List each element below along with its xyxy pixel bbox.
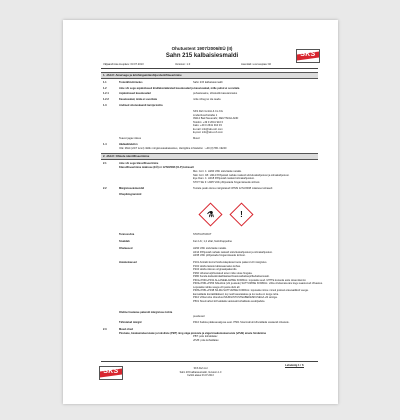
r21-label: Aine või segu klassifitseerimine [119,162,159,165]
pictograms-label: Ohupiktogrammid [119,193,142,196]
exclamation-pictogram-icon: ! [229,202,253,226]
supplier-line: 09112 Bad Neuenahr, DEUTSCHLAND [193,117,239,120]
classification-line: Eye Dam. 1: H318 Põhjustab raskeid silmakahjustusi. [193,177,255,180]
hazard-line: H335 Võib põhjustada hingamisteede ärritust. [193,254,246,257]
r22-value: Tootele peab olema märgistatud CPMS 1272/2008 määruse kohaselt [193,187,273,190]
precaution-line: Eemaldada kontaktläätsed, kui neid kasutatakse ja kui seda on kerge teha. [193,292,279,296]
footer-divider [101,361,318,362]
document-title: Ohutustent 1907/2006/EÜ (II) [171,46,233,51]
r13-label: Andmed ohutuskaardi tarnija kohta [119,104,163,107]
r23-label: Muud ohud [119,328,133,331]
precaution-line: P260 Udu/auru/pihustatud ainet mitte sisse hingata. [193,271,253,275]
classification-line: STOT SE 3: H335 Võib põhjustada hingamisteede ärritust. [193,180,261,184]
r23-value: Püsivate, bioakumuleeruvate ja toksiliste (PBT) ning väga püsivate ja väga bioakumuleeruvate (vPvB) ainete hindamine [119,331,267,335]
precaution-line: P280 Kanda kaitsekindaid/kaitserõivastust/kaitseprille/kaitsemaski. [193,275,270,278]
supplier-line: E-post: info@sks-reh.com [193,131,223,134]
r122-value: mitte ühtegi ei ole teada [193,98,221,101]
classification-line: Skin Corr. 1B: H314 Põhjustab nahale raskeid söövituskahjustusi ja silmakahjustusi. [193,173,290,177]
supplier-line: Lindenbuschstraße 1 [193,113,218,117]
section-1-heading: 1. JAGU: Aine/segu ja äriühingu/ettevõtja identifitseerimine [101,72,318,79]
danger-value: Fat 2 Ar; 1,2 eftal, fosforhappeline [193,240,232,243]
r21-sub: Klassifitseerimine määruse (EÜ) nr 1272/2008 (CLP) kohaselt [119,165,194,169]
supplier-line: Faks: +49 0 2641 910 33 [193,124,222,127]
r121-value: puhastusaine, tööstuslik kasutamiseks [193,92,238,95]
header-divider [101,68,318,69]
pbt-line: vPvB: pole kohaldatav [193,338,219,342]
product-name: Sahn 215 kalbaisiesmaldi [165,53,239,59]
supplier-line: Telefon: +49 0 2641 910 0 [193,120,224,124]
hazard-line: H314 Põhjustab nahale raskeid söövituskahjustusi ja silmakahjustusi. [193,250,273,254]
extra-value: puuduvad [193,315,205,318]
precaution-line: P501 Sisu/mahuti kõrvaldada vastavalt kohalikele eeskirjadele. [193,299,266,303]
version: Versioon: 1.0 [175,63,191,66]
corrosion-pictogram-icon: ⚗ [198,202,222,226]
footer-line: SKS Reh Ltd [193,367,208,370]
hazard-line: H290 Võib söövitada metalle. [193,247,227,250]
precaution-line: Loputada nahka veega või pesta duši all. [193,285,241,289]
sds-page: Ohutustent 1907/2006/EÜ (II) Sahn 215 kalbaisiesmaldi SKS Väljaandmise kuupäev: 03.07.2013 Versioon: 1.0 Asendab: uus kuupäev 02 1. JAGU: Aine/segu ja äriühingu/ettevõtja identifitseerimine 1.1 Tootetähis/nimetus Sahn 215 kalbaisiesmaldi 1.2 Aine või segu asjakohased kindlaksmääratud kasutusalad ja kasutusalad, mille puhul ei soovitata 1.2.1 Asjakohased kasutusalad puhastusaine, tööstuslik kasutamiseks 1.2.2 Kasutusalad, mida ei soovitata mitte ühtegi ei ole teada 1.3 Andmed ohutuskaardi tarnija kohta SKS Reh GmbH & Co KG Lindenbuschstraße 1 09112 Bad Neuenahr, DEUTSCHLAND Telefon: +49 0 2641 910 0 Faks: +49 0 2641 910 33 E-mail: info@sks-reh.com E-post: info@sks-reh.com Teavet jagav üksus Muud 1.4 Hädaabitelefon ICE: Mürk (24/7 tunni) riiklik mürgistusteabekeskus, üleriigiline infotelefon : +49 (0) 551 19240 2. JAGU: Ohtude identifitseerimine 2.1 Aine või segu klassifitseerimine Klassifitseerimine määruse (EÜ) nr 1272/2008 (CLP) kohaselt Met. Corr. 1: H290 Võib söövitada metalle. Skin Corr. 1B: H314 Põhjustab nahale raskeid söövituskahjustusi ja silmakahjustusi. Eye Dam. 1: H318 Põhjustab raskeid silmakahjustusi. STOT SE 3: H335 Võib põhjustada hingamisteede ärritust. 2.2 Märgistuselemendid Tootele peab olema märgistatud CPMS 1272/2008 määruse kohaselt Ohupiktogrammid ⚗ ! Tunnussõna STATUATURUT Sisaldab Fat 2 Ar; 1,2 eftal, fosforhappeline Ohulaused H290 Võib söövitada metalle. H314 Põhjustab nahale raskeid söövituskahjustusi ja silmakahjustusi. H335 Võib põhjustada hingamisteede ärritust. Hoiatuslaused P101 Arstiabi korral hoida käepärast toote pakend või märgistus. P102 Hoida lastele kättesaamatus kohas. P234 Hoida üksnes originaalpakendis. P260 Udu/auru/pihustatud ainet mitte sisse hingata. P280 Kanda kaitsekindaid/kaitserõivastust/kaitseprille/kaitsemaski. P301+P330+P331 ALLANEELAMISE KORRAL: loputada suud. MITTE kutsuda esile oksendamist. P303+P361+P353 NAHALE (või juustele) SATTUMISE KORRAL: võtta viivitamata ära kogu saastunud rõivastus. Loputada nahka veega või pesta duši all. P305+P351+P338 SILMA SATTUMISE KORRAL: loputada mitme minuti jooksul ettevaatlikult veega. Eemaldada kontaktläätsed, kui neid kasutatakse ja kui seda on kerge teha. P310 Võtta kohe ühendust MÜRGISTUSTEABEKESKUSEGA või arstiga. P501 Sisu/mahuti kõrvaldada vastavalt kohalikele eeskirjadele. Oluline lisateave pakendi märgistuse kohta puuduvad Tähistatud märgid P410 Kaitsta päikesevalguse eest. P501 Sisu/mahuti kõrvaldada vastavalt nõuetele. 2.3 Muud ohud Püsivate, bioakumuleeruvate ja toksiliste (PBT) ning väga püsivate ja väga bioakumuleeruvate (vPvB) ainete hindamine PBT: pole kohaldatav vPvB: pole kohaldatav SKS Lehekülg 1 / 6 SKS Reh Ltd Sahn 215 kalbaisiesmaldi, Versioon 1.0 Kehtib alates 03.07.2013 [63,20,338,404]
issue-date: Väljaandmise kuupäev: 03.07.2013 [103,63,144,66]
pbt-line: PBT: pole kohaldatav [193,335,218,338]
page-number: Lehekülg 1 / 6 [285,363,304,367]
r22-label: Märgistuselemendid [119,187,145,190]
supplier-line: E-mail: info@sks-reh.com [193,127,223,131]
r12-label: Aine või segu asjakohased kindlaksmääratud kasutusalad ja kasutusalad, mille puhul ei soovitata [119,87,240,90]
precaution-line: P102 Hoida lastele kättesaamatus kohas. [193,264,241,268]
tactile-value: P410 Kaitsta päikesevalguse eest. P501 Sisu/mahuti kõrvaldada vastavalt nõuetele. [193,321,290,324]
precaution-line: P303+P361+P353 NAHALE (või juustele) SATTUMISE KORRAL: võtta viivitamata ära kogu saastunud rõivastus. [193,282,323,285]
classification-line: Met. Corr. 1: H290 Võib söövitada metalle. [193,170,242,173]
signal-label: Tunnussõna [119,233,135,236]
precaution-label: Hoiatuslaused [119,261,137,264]
precaution-line: P305+P351+P338 SILMA SATTUMISE KORRAL: loputada mitme minuti jooksul ettevaatlikult veega. [193,289,309,292]
signal-value: STATUATURUT [193,233,212,236]
revision: Asendab: uus kuupäev 02 [241,63,271,66]
precaution-line: P301+P330+P331 ALLANEELAMISE KORRAL: loputada suud. MITTE kutsuda esile oksendamist. [193,278,307,282]
r11-label: Tootetähis/nimetus [119,81,143,84]
danger-label: Sisaldab [119,240,130,243]
supplier-line: SKS Reh GmbH & Co KG [193,110,223,113]
r122-label: Kasutusalad, mida ei soovitata [119,98,157,101]
r14-label: Hädaabitelefon [119,143,138,146]
r121-label: Asjakohased kasutusalad [119,92,151,95]
sks-logo-text: SKS [300,51,316,58]
precaution-line: P234 Hoida üksnes originaalpakendis. [193,268,238,271]
tactile-label: Tähistatud märgid [119,321,142,324]
sks-logo [296,49,320,63]
section-2-heading: 2. JAGU: Ohtude identifitseerimine [101,153,318,160]
hazard-label: Ohulaused [119,247,133,250]
sks-logo-footer-text: SKS [103,368,119,375]
footer-line: Kehtib alates 03.07.2013 [187,374,214,377]
precaution-line: P101 Arstiabi korral hoida käepärast toote pakend või märgistus. [193,261,268,264]
r14-value: ICE: Mürk (24/7 tunni) riiklik mürgistusteabekeskus, üleriigiline infotelefon : +49 (0) 551 19240 [119,146,227,150]
extra-label: Oluline lisateave pakendi märgistuse kohta [119,311,173,314]
email-value: Muud [193,137,200,140]
r11-value: Sahn 215 kalbaisiesmaldi [193,81,223,84]
precaution-line: P310 Võtta kohe ühendust MÜRGISTUSTEABEKESKUSEGA või arstiga. [193,296,278,299]
email-label: Teavet jagav üksus [119,137,142,140]
footer-line: Sahn 215 kalbaisiesmaldi, Versioon 1.0 [179,370,222,374]
